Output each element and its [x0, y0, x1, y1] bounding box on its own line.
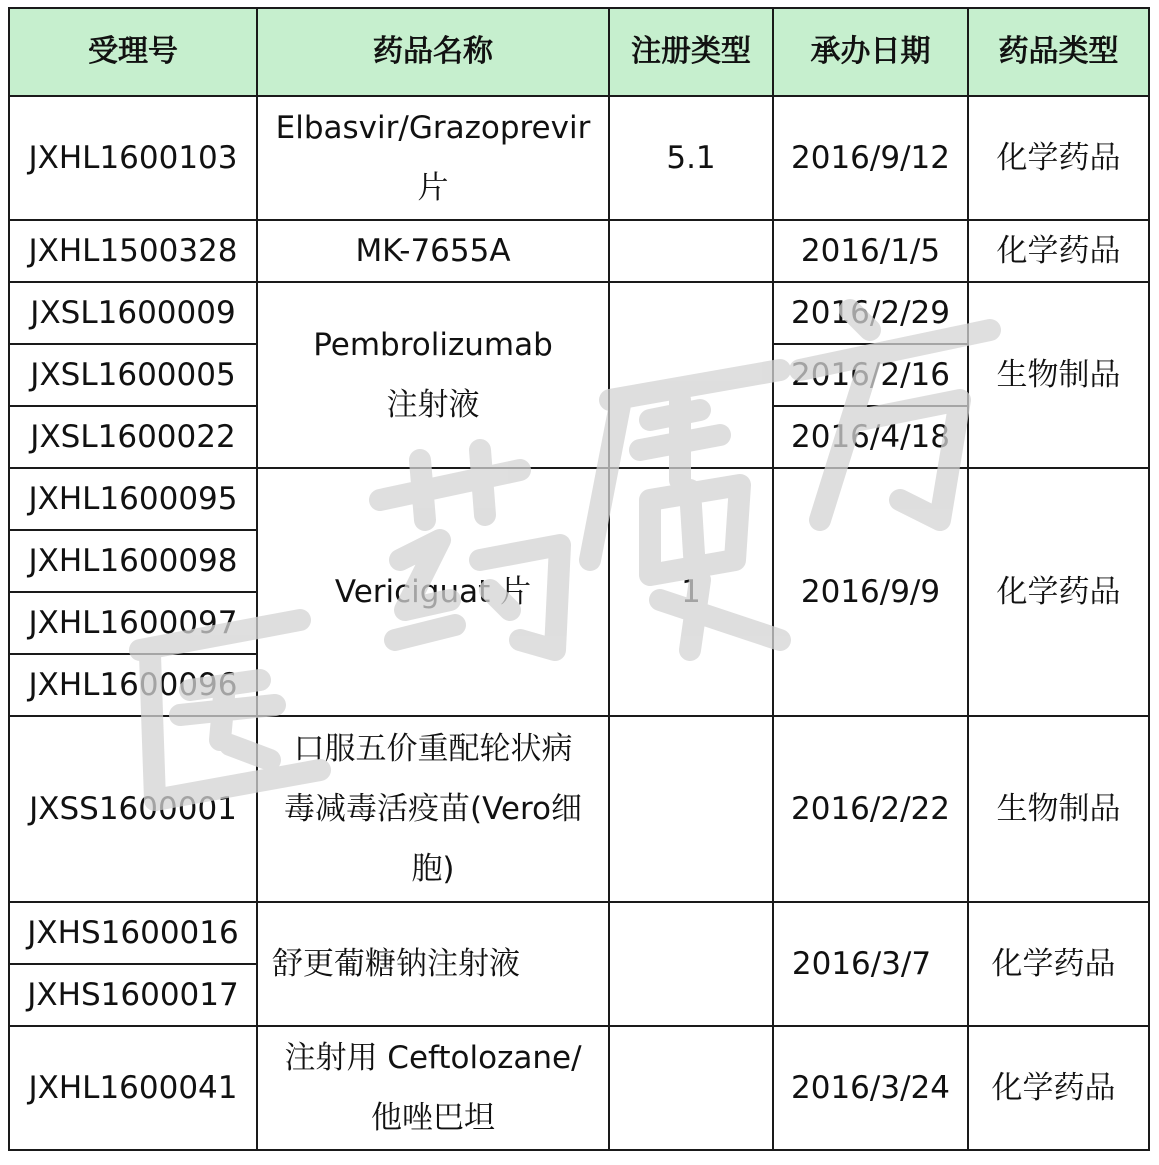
header-drug-type: 药品类型: [968, 8, 1149, 96]
cell-drug-type: 化学药品: [968, 1026, 1149, 1150]
table-row: [9, 468, 1149, 530]
header-drug-name: 药品名称: [257, 8, 609, 96]
cell-drug-name: Vericiguat 片: [257, 468, 609, 716]
cell-drug-type: 化学药品: [968, 902, 1149, 1026]
cell-drug-name: 口服五价重配轮状病毒减毒活疫苗(Vero细胞): [257, 716, 609, 902]
cell-date: 2016/2/22: [773, 716, 968, 902]
cell-date: 2016/9/12: [773, 96, 968, 220]
cell-accept-no: JXSL1600005: [9, 344, 257, 406]
cell-accept-no: JXSS1600001: [9, 716, 257, 902]
cell-drug-name: 注射用 Ceftolozane/他唑巴坦: [257, 1026, 609, 1150]
table-row: [9, 282, 1149, 344]
cell-accept-no: JXSL1600009: [9, 282, 257, 344]
cell-reg-type: 5.1: [609, 96, 773, 220]
cell-drug-name: Elbasvir/Grazoprevir片: [257, 96, 609, 220]
cell-accept-no: JXHL1600097: [9, 592, 257, 654]
cell-drug-type: 生物制品: [968, 716, 1149, 902]
table-row: [9, 902, 1149, 964]
drug-registration-table: [8, 7, 1150, 1151]
cell-accept-no: JXHL1600096: [9, 654, 257, 716]
cell-date: 2016/4/18: [773, 406, 968, 468]
cell-date: 2016/1/5: [773, 220, 968, 282]
cell-date: 2016/2/29: [773, 282, 968, 344]
cell-reg-type: [609, 282, 773, 468]
cell-date: 2016/3/24: [773, 1026, 968, 1150]
cell-reg-type: [609, 902, 773, 1026]
cell-accept-no: JXHL1600041: [9, 1026, 257, 1150]
cell-date: 2016/3/7: [773, 902, 968, 1026]
header-reg-type: 注册类型: [609, 8, 773, 96]
cell-accept-no: JXSL1600022: [9, 406, 257, 468]
cell-drug-type: 化学药品: [968, 220, 1149, 282]
cell-reg-type: 1: [609, 468, 773, 716]
cell-date: 2016/9/9: [773, 468, 968, 716]
cell-accept-no: JXHL1600103: [9, 96, 257, 220]
header-row: [9, 8, 1149, 96]
cell-drug-type: 生物制品: [968, 282, 1149, 468]
cell-accept-no: JXHL1500328: [9, 220, 257, 282]
cell-accept-no: JXHS1600017: [9, 964, 257, 1026]
table-row: [9, 716, 1149, 902]
cell-drug-name: MK-7655A: [257, 220, 609, 282]
drug-table-container: [8, 7, 1150, 1151]
table-row: [9, 1026, 1149, 1150]
header-accept-no: 受理号: [9, 8, 257, 96]
cell-accept-no: JXHL1600098: [9, 530, 257, 592]
header-date: 承办日期: [773, 8, 968, 96]
cell-reg-type: [609, 716, 773, 902]
cell-accept-no: JXHS1600016: [9, 902, 257, 964]
table-row: [9, 220, 1149, 282]
cell-drug-type: 化学药品: [968, 96, 1149, 220]
table-row: [9, 96, 1149, 220]
cell-drug-name: 舒更葡糖钠注射液: [257, 902, 609, 1026]
cell-accept-no: JXHL1600095: [9, 468, 257, 530]
cell-reg-type: [609, 1026, 773, 1150]
cell-date: 2016/2/16: [773, 344, 968, 406]
cell-drug-name: Pembrolizumab 注射液: [257, 282, 609, 468]
cell-reg-type: [609, 220, 773, 282]
cell-drug-type: 化学药品: [968, 468, 1149, 716]
